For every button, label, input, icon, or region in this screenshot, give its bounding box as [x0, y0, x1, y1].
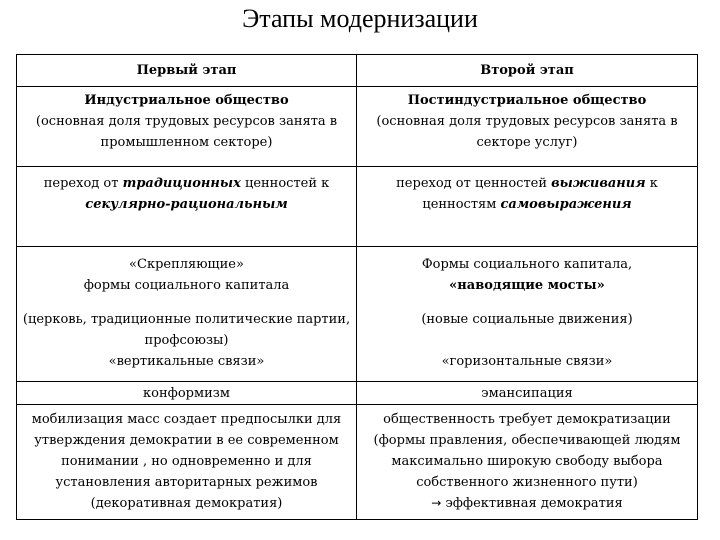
- public-demands-text: общественность требует демократизации (формы правления, обеспечивающей людям максимально широкую свободу выбора собственного жизненного пути): [373, 412, 681, 490]
- page-title: Этапы модернизации: [242, 4, 478, 33]
- cell-horizontal-links: [357, 309, 698, 382]
- bonding-desc: формы социального капитала: [83, 278, 290, 293]
- values-survival: выживания: [551, 176, 646, 191]
- values-secular-rational: секулярно-рациональным: [85, 197, 288, 212]
- bonding-title: «Скрепляющие»: [129, 257, 244, 272]
- cell-postindustrial-society: [357, 87, 698, 167]
- header-second-stage: Второй этап: [357, 55, 698, 87]
- horizontal-examples: (новые социальные движения): [421, 311, 633, 327]
- values-mid: ценностей к: [240, 176, 330, 191]
- modernization-stages-table: [16, 54, 698, 520]
- cell-bonding-capital: [17, 247, 357, 309]
- values-mid: к ценностям: [422, 176, 658, 212]
- effective-democracy: эффективная демократия: [445, 496, 623, 511]
- cell-values-transition-first: [17, 167, 357, 247]
- cell-mass-mobilization: мобилизация масс создает предпосылки для утверждения демократии в ее современном понимании , но одновременно и для установления авторитарных режимов (декоративная демократия): [17, 405, 357, 520]
- arrow-right-icon: →: [431, 496, 442, 510]
- values-pre: переход от: [43, 176, 123, 191]
- values-self-expression: самовыражения: [500, 197, 632, 212]
- vertical-examples: (церковь, традиционные политические партии, профсоюзы): [22, 311, 351, 348]
- cell-public-demands: [357, 405, 698, 520]
- values-traditional: традиционных: [122, 176, 241, 191]
- industrial-society-title: Индустриальное общество: [84, 93, 289, 108]
- horizontal-links-label: «горизонтальные связи»: [441, 353, 613, 369]
- cell-industrial-society: [17, 87, 357, 167]
- postindustrial-society-title: Постиндустриальное общество: [407, 93, 647, 108]
- cell-bridging-capital: [357, 247, 698, 309]
- industrial-society-desc: (основная доля трудовых ресурсов занята в промышленном секторе): [35, 114, 338, 150]
- postindustrial-society-desc: (основная доля трудовых ресурсов занята в секторе услуг): [376, 114, 678, 150]
- cell-emancipation: эмансипация: [357, 382, 698, 405]
- header-first-stage: Первый этап: [17, 55, 357, 87]
- cell-values-transition-second: [357, 167, 698, 247]
- cell-conformism: конформизм: [17, 382, 357, 405]
- bridging-title: «наводящие мосты»: [449, 278, 605, 293]
- bridging-desc: Формы социального капитала,: [421, 257, 633, 272]
- cell-vertical-links: [17, 309, 357, 382]
- vertical-links-label: «вертикальные связи»: [108, 353, 265, 369]
- values-pre: переход от ценностей: [396, 176, 552, 191]
